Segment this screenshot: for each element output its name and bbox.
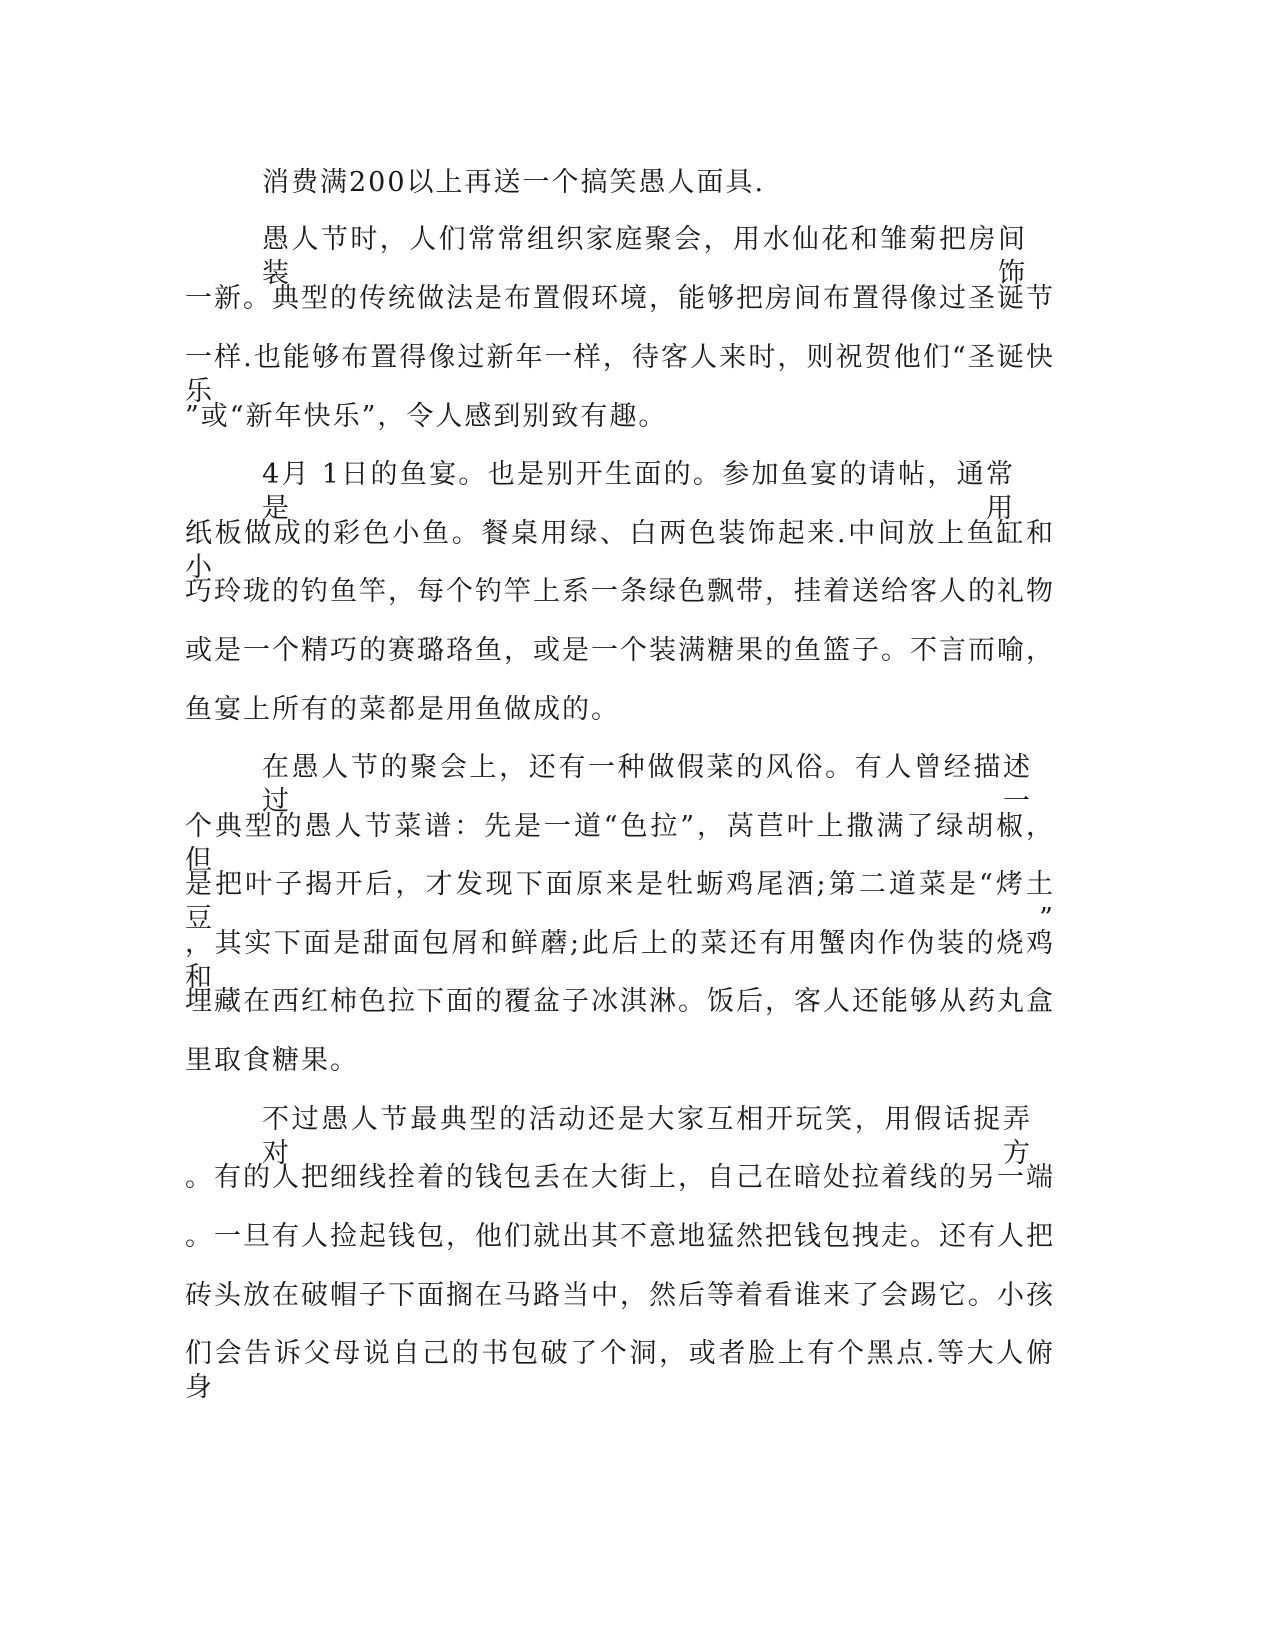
text-line: 消费满200以上再送一个搞笑愚人面具. <box>262 167 766 198</box>
text-line: 。一旦有人捡起钱包，他们就出其不意地猛然把钱包拽走。还有人把 <box>185 1221 1055 1252</box>
text-line: ，其实下面是甜面包屑和鲜蘑;此后上的菜还有用蟹肉作伪装的烧鸡和 <box>185 928 1055 993</box>
text-line: 一新。典型的传统做法是布置假环境，能够把房间布置得像过圣诞节 <box>185 283 1055 314</box>
text-line: 或是一个精巧的赛璐珞鱼，或是一个装满糖果的鱼篮子。不言而喻， <box>185 635 1055 666</box>
text-line: 埋藏在西红柿色拉下面的覆盆子冰淇淋。饭后，客人还能够从药丸盒 <box>185 986 1055 1017</box>
text-line: 里取食糖果。 <box>185 1045 359 1076</box>
text-line: 。有的人把细线拴着的钱包丢在大街上，自己在暗处拉着线的另一端 <box>185 1162 1055 1193</box>
text-line: 一样.也能够布置得像过新年一样，待客人来时，则祝贺他们“圣诞快乐 <box>185 342 1055 407</box>
text-line: 是把叶子揭开后，才发现下面原来是牡蛎鸡尾酒;第二道菜是“烤土豆” <box>185 869 1055 934</box>
text-line: 个典型的愚人节菜谱：先是一道“色拉”，莴苣叶上撒满了绿胡椒，但 <box>185 811 1055 876</box>
text-line: 不过愚人节最典型的活动还是大家互相开玩笑，用假话捉弄对方 <box>262 1104 1032 1169</box>
text-line: 纸板做成的彩色小鱼。餐桌用绿、白两色装饰起来.中间放上鱼缸和小 <box>185 518 1055 583</box>
text-line: 在愚人节的聚会上，还有一种做假菜的风俗。有人曾经描述过一 <box>262 752 1032 817</box>
text-line: 鱼宴上所有的菜都是用鱼做成的。 <box>185 694 620 725</box>
text-line: 愚人节时，人们常常组织家庭聚会，用水仙花和雏菊把房间装饰 <box>262 224 1027 289</box>
text-line: 砖头放在破帽子下面搁在马路当中，然后等着看谁来了会踢它。小孩 <box>185 1280 1055 1311</box>
text-line: 4月 1日的鱼宴。也是别开生面的。参加鱼宴的请帖，通常是用 <box>262 459 1015 524</box>
text-line: ”或“新年快乐”，令人感到别致有趣。 <box>185 401 668 432</box>
text-line: 们会告诉父母说自己的书包破了个洞，或者脸上有个黑点.等大人俯身 <box>185 1338 1055 1403</box>
text-line: 巧玲珑的钓鱼竿，每个钓竿上系一条绿色飘带，挂着送给客人的礼物 <box>185 576 1055 607</box>
